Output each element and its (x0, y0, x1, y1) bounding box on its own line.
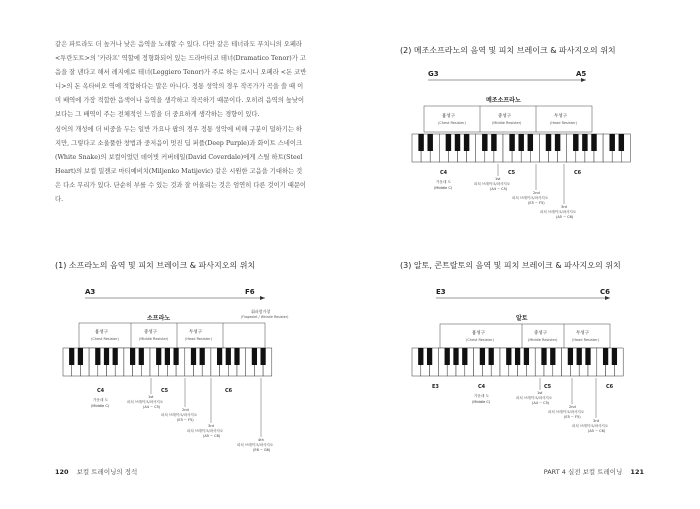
voice-label: 소프라노 (147, 315, 171, 322)
step1-n: 1st (537, 391, 543, 395)
note-c5: C5 (161, 388, 169, 394)
black-key (104, 348, 109, 365)
black-key (568, 348, 573, 365)
black-key (200, 348, 205, 365)
voice-label: 메조소프라노 (486, 97, 521, 104)
register-head: 두성구 (189, 330, 203, 335)
note-c5: C5 (508, 170, 516, 176)
piano-keyboard (412, 348, 623, 376)
black-key (156, 348, 161, 365)
black-key (591, 134, 596, 151)
black-key (603, 348, 608, 365)
step1-n: 1st (148, 395, 154, 399)
black-key (234, 348, 239, 365)
range-high: A5 (576, 70, 587, 78)
black-key (528, 134, 533, 151)
step2-l2: (E5 ~ F5) (177, 418, 194, 422)
step1-l2: (A4 ~ C5) (532, 401, 550, 405)
black-key (427, 134, 432, 151)
step2-n: 2nd (182, 408, 189, 412)
step4-l2: (E6 ~ G6) (253, 448, 271, 452)
range-high: C6 (600, 288, 611, 296)
black-key (78, 348, 83, 365)
black-key (619, 134, 624, 151)
note-c6: C6 (574, 170, 582, 176)
black-key (173, 348, 178, 365)
step3-l2: (A5 ~ C6) (203, 434, 221, 438)
mezzo-diagram (400, 64, 640, 234)
register-middle-sub: (Middle Resister) (139, 337, 169, 341)
black-key (130, 348, 135, 365)
step1-n: 1st (495, 177, 501, 181)
piano-keyboard (63, 348, 272, 376)
black-key (573, 134, 578, 151)
black-key (418, 134, 423, 151)
black-key (165, 348, 170, 365)
step3-n: 3rd (561, 205, 567, 209)
black-key (515, 348, 520, 365)
middle-c-2: (Middle C) (91, 404, 110, 408)
black-key (506, 348, 511, 365)
right-footer (544, 467, 644, 476)
black-key (446, 134, 451, 151)
register-middle-sub: (Middle Resister) (528, 338, 558, 342)
note-e3: E3 (432, 384, 439, 390)
mezzo-title: (2) 메조소프라노의 음역 및 피치 브레이크 & 파사지오의 위치 (400, 46, 616, 55)
black-key (491, 134, 496, 151)
black-key (453, 348, 458, 365)
black-key (582, 134, 587, 151)
black-key (489, 348, 494, 365)
register-head: 두성구 (576, 331, 590, 336)
register-chest-sub: (Chest Resister) (438, 121, 466, 125)
black-key (418, 348, 423, 365)
step3-l1: 피치 브레이크/파사지오 (187, 429, 224, 433)
black-key (518, 134, 523, 151)
left-footer-title: 보컬 트레이닝의 정석 (76, 468, 138, 476)
note-c4: C4 (478, 384, 486, 390)
step2-l1: 피치 브레이크/파사지오 (512, 196, 549, 200)
black-key (612, 348, 617, 365)
black-key (226, 348, 231, 365)
range-low: E3 (436, 288, 446, 296)
whistle-sub: (Flageolet / Whistle Resister) (241, 315, 289, 319)
step2-n: 2nd (533, 191, 540, 195)
register-middle: 중성구 (534, 331, 548, 336)
black-key (260, 348, 265, 365)
step4-n: 4th (258, 438, 264, 442)
step3-l2: (A5 ~ C6) (556, 215, 574, 219)
register-head: 두성구 (554, 114, 568, 119)
black-key (480, 348, 485, 365)
black-key (524, 348, 529, 365)
black-key (445, 348, 450, 365)
middle-c-2: (Middle C) (434, 186, 453, 190)
black-key (482, 134, 487, 151)
black-key (585, 348, 590, 365)
register-chest-sub: (Chest Resister) (91, 337, 119, 341)
step3-l1: 피치 브레이크/파사지오 (572, 424, 609, 428)
black-key (139, 348, 144, 365)
left-footer (55, 467, 137, 476)
note-c5: C5 (544, 384, 552, 390)
step1-l1: 피치 브레이크/파사지오 (127, 400, 164, 404)
alto-diagram (400, 280, 640, 440)
register-chest: 흉성구 (472, 331, 486, 336)
step2-n: 2nd (569, 405, 576, 409)
note-c4: C4 (97, 388, 105, 394)
black-key (217, 348, 222, 365)
step1-l2: (A4 ~ C5) (490, 187, 508, 191)
body-text (55, 38, 307, 207)
middle-c-1: 가운데 도 (93, 398, 109, 402)
right-page-number: 121 (630, 468, 644, 476)
step4-l1: 피치 브레이크/파사지오 (237, 443, 274, 447)
register-head-sub: (Head Resister) (550, 121, 578, 125)
black-key (546, 134, 551, 151)
middle-c-2: (Middle C) (472, 400, 491, 404)
register-middle: 중성구 (498, 114, 512, 119)
black-key (69, 348, 74, 365)
black-key (113, 348, 118, 365)
whistle-label: 휘파람가창 (251, 309, 271, 314)
step1-l2: (A4 ~ C5) (143, 405, 161, 409)
register-middle-sub: (Middle Resister) (492, 121, 522, 125)
step3-n: 3rd (208, 424, 214, 428)
voice-label: 알토 (516, 315, 528, 322)
middle-c-1: 가운데 도 (474, 394, 490, 398)
black-key (577, 348, 582, 365)
black-key (464, 134, 469, 151)
soprano-diagram (55, 280, 295, 460)
range-high: F6 (245, 288, 255, 296)
step2-l1: 피치 브레이크/파사지오 (161, 413, 198, 417)
black-key (555, 134, 560, 151)
paragraph-1: 같은 파트라도 더 높거나 낮은 음역을 노래할 수 있다. 다만 같은 테너라도 푸치니의 오페라 <투란도트>의 '카라프' 역할에 정형화되어 있는 드라마티코 테너(Dramatico Tenor)가 고음을 잘 낸다고 해서 레지에로 테너(Leggiero Tenor)가 주로 하는 로시니 오페라 <돈 코반니>의 돈 옥타비오 역에 적합하다는 말은 아니다. 정통 성악의 경우 작곡가가 곡을 쓸 때 이미 배역에 가장 적합한 음색이나 음역을 생각하고 작곡하기 때문이다. 오히려 음역의 높낮이보다는 그 배역이 주는 전체적인 느낌을 더 중요하게 생각하는 경향이 있다. (55, 41, 307, 119)
black-key (462, 348, 467, 365)
step1-l1: 피치 브레이크/파사지오 (474, 182, 511, 186)
alto-title: (3) 알토, 콘트랄토의 음역 및 피치 브레이크 & 파사지오의 위치 (400, 261, 621, 270)
black-key (427, 348, 432, 365)
piano-keyboard (412, 134, 630, 162)
black-key (609, 134, 614, 151)
soprano-title: (1) 소프라노의 음역 및 피치 브레이크 & 파사지오의 위치 (55, 261, 256, 270)
note-c6: C6 (225, 388, 233, 394)
register-head-sub: (Head Resister) (572, 338, 600, 342)
black-key (191, 348, 196, 365)
step3-l1: 피치 브레이크/파사지오 (540, 210, 577, 214)
black-key (550, 348, 555, 365)
middle-c-1: 가운데 도 (436, 180, 452, 184)
register-middle: 중성구 (144, 330, 158, 335)
black-key (95, 348, 100, 365)
step2-l2: (E5 ~ F5) (564, 415, 581, 419)
step3-n: 3rd (593, 419, 599, 423)
register-chest: 흉성구 (442, 114, 456, 119)
range-low: G3 (428, 70, 439, 78)
range-low: A3 (85, 288, 96, 296)
black-key (541, 348, 546, 365)
left-page-number: 120 (55, 468, 69, 476)
step2-l1: 피치 브레이크/파사지오 (548, 410, 585, 414)
black-key (455, 134, 460, 151)
black-key (252, 348, 257, 365)
step2-l2: (E5 ~ F5) (528, 201, 545, 205)
register-chest: 흉성구 (95, 330, 109, 335)
register-head-sub: (Head Resister) (185, 337, 213, 341)
note-c4: C4 (440, 170, 448, 176)
step3-l2: (A5 ~ C6) (588, 429, 606, 433)
right-footer-part: PART 4 실전 보컬 트레이닝 (543, 468, 623, 476)
step1-l1: 피치 브레이크/파사지오 (516, 396, 553, 400)
register-chest-sub: (Chest Resister) (466, 338, 494, 342)
note-c6: C6 (606, 384, 614, 390)
paragraph-2: 싱어의 개성에 더 비중을 두는 일반 가요나 팝의 경우 정통 성악에 비해 구분이 덜하기는 하지만, 그렇다고 소울풀한 창법과 중저음이 멋진 딥 퍼플(Deep Purple)과 화이트 스네이크(White Snake)의 보컬이었던 데이빗 커버데일(David Coverdale)에게 스틸 하트(Steel Heart)의 보컬 밀젠코 마티예비치(Miljenko Matijevic) 같은 시원한 고음을 기대하는 것은 다소 무리가 있다. 단순히 부를 수 있는 것과 잘 어울리는 것은 엄연히 다른 것이기 때문이다. (55, 125, 307, 204)
black-key (509, 134, 514, 151)
